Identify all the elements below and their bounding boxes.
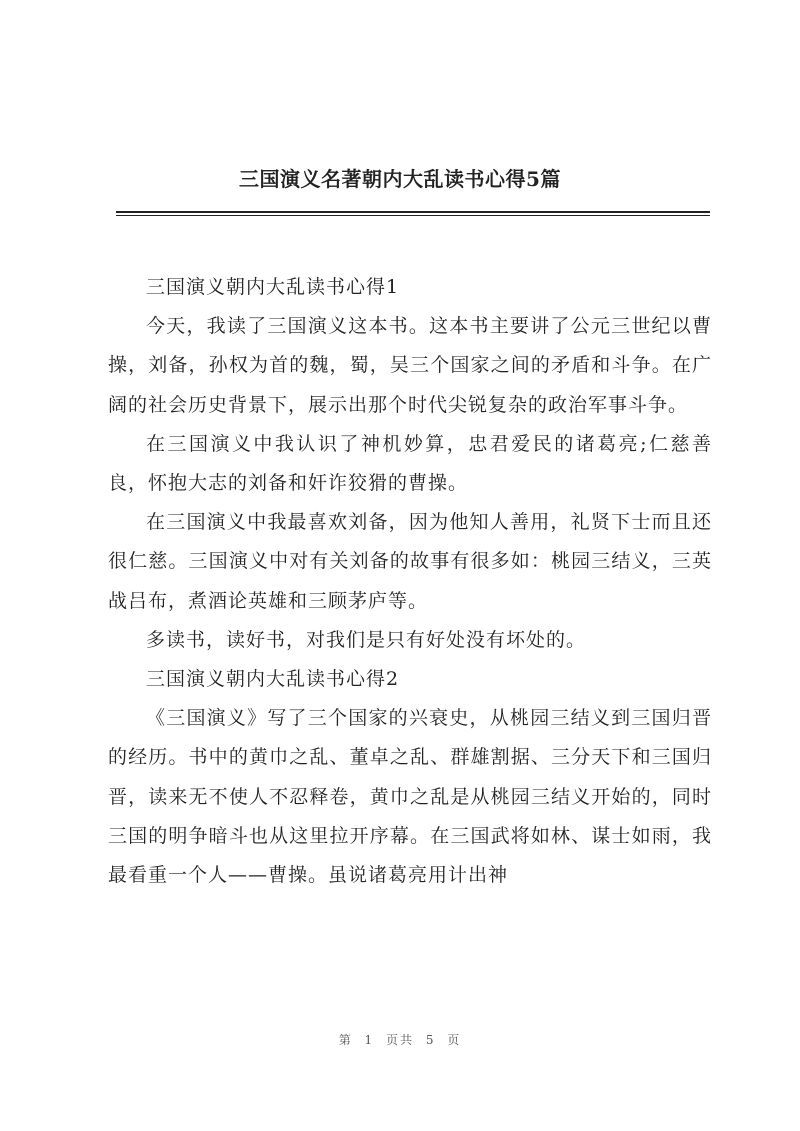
title-divider-thin — [116, 215, 710, 216]
document-body — [108, 268, 712, 895]
section-heading: 三国演义朝内大乱读书心得2 — [146, 668, 400, 691]
section-heading: 三国演义朝内大乱读书心得1 — [146, 276, 400, 298]
paragraph: 在三国演义中我认识了神机妙算，忠君爱民的诸葛亮;仁慈善良，怀抱大志的刘备和奸诈狡猾的曹操。 — [108, 432, 712, 495]
paragraph: 在三国演义中我最喜欢刘备，因为他知人善用，礼贤下士而且还很仁慈。三国演义中对有关刘备的故事有很多如：桃园三结义，三英战吕布，煮酒论英雄和三顾茅庐等。 — [108, 511, 712, 612]
paragraph: 《三国演义》写了三个国家的兴衰史，从桃园三结义到三国归晋的经历。书中的黄巾之乱、董卓之乱、群雄割据、三分天下和三国归晋，读来无不使人不忍释卷，黄巾之乱是从桃园三结义开始的，同时三国的明争暗斗也从这里拉开序幕。在三国武将如林、谋士如雨，我最看重一个人——曹操。虽说诸葛亮用计出神 — [108, 707, 712, 887]
paragraph: 多读书，读好书，对我们是只有好处没有坏处的。 — [146, 628, 587, 651]
page-number-footer: 第 1 页共 5 页 — [338, 1033, 462, 1047]
document-title: 三国演义名著朝内大乱读书心得5篇 — [239, 167, 561, 191]
title-divider — [116, 211, 710, 213]
paragraph: 今天，我读了三国演义这本书。这本书主要讲了公元三世纪以曹操，刘备，孙权为首的魏，蜀，吴三个国家之间的矛盾和斗争。在广阔的社会历史背景下，展示出那个时代尖锐复杂的政治军事斗争。 — [108, 315, 712, 416]
